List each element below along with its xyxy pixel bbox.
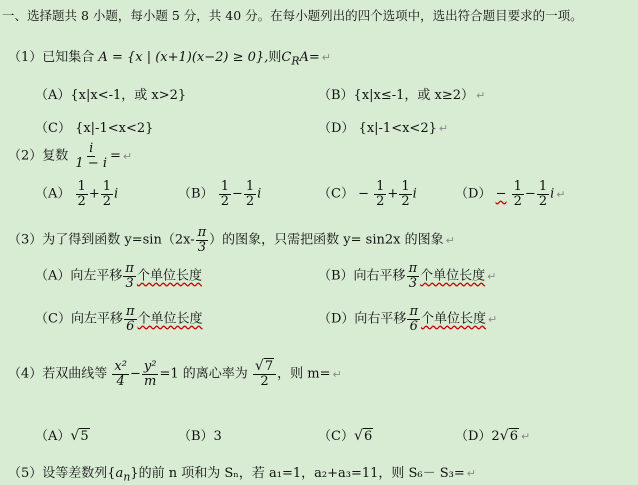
- q1-then: 则: [268, 50, 282, 65]
- question-3-stem: （3）为了得到函数 y=sin（2x- $\frac{\pi}{3}$ ）的图象，只需把函数 y= sin2x 的图象 ↵: [8, 225, 455, 255]
- q4-option-b: （B）3: [178, 429, 222, 444]
- return-icon: ↵: [556, 187, 566, 201]
- q1-option-b: （B）{x|x≤-1，或 x≥2） ↵: [318, 88, 486, 103]
- q1-number: （1）已知集合: [8, 50, 95, 65]
- q1-complement-symbol: C: [281, 50, 292, 65]
- q2-option-c: （C） − $\frac{1}{2}$ + $\frac{1}{2}$ i: [318, 179, 417, 209]
- q1-equals: =: [308, 50, 320, 65]
- return-icon: ↵: [321, 51, 331, 64]
- q2-fraction: $\frac{i}{1 - i}$: [75, 141, 108, 171]
- question-2-stem: [8, 142, 132, 170]
- q4-option-a: （A） √ 5: [35, 428, 89, 444]
- q3-option-a: （A）向左平移 $\frac{\pi}{3}$ 个单位长度: [35, 261, 202, 291]
- q1-option-c: （C） {x|-1<x<2}: [35, 121, 154, 136]
- q2-equals: =: [110, 148, 121, 164]
- q3-option-b: （B）向右平移 $\frac{\pi}{3}$ 个单位长度 ↵: [318, 261, 497, 291]
- return-icon: ↵: [487, 269, 497, 283]
- q2-option-b: （B） $\frac{1}{2}$ − $\frac{1}{2}$ i: [178, 179, 262, 209]
- return-icon: ↵: [438, 122, 449, 135]
- return-icon: ↵: [520, 430, 531, 443]
- question-5-stem: （5）设等差数列$\{a_n\}$的前 n 项和为 Sₙ，若 a₁=1，a₂+a₃=11，则 S₆－ S₃= ↵: [8, 466, 476, 484]
- return-icon: ↵: [488, 312, 498, 326]
- q2-option-a: （A） $\frac{1}{2}$ + $\frac{1}{2}$ i: [35, 179, 119, 209]
- q3-option-c: （C）向左平移 $\frac{\pi}{6}$ 个单位长度: [35, 304, 203, 334]
- question-1-stem: [8, 46, 331, 68]
- q1-set-definition: = {x | (x+1)(x−2) ≥ 0},: [111, 50, 269, 65]
- return-icon: ↵: [122, 149, 133, 163]
- question-4-stem: （4）若双曲线等 $\frac{\text{x²}}{4}$ − $\frac{\text{y²}}{m}$ =1 的离心率为 √ 7 2 ，则 m= ↵: [8, 358, 342, 389]
- q2-option-d: （D） − $\frac{1}{2}$ − $\frac{1}{2}$ i ↵: [455, 179, 566, 209]
- q1-option-d: （D） {x|-1<x<2} ↵: [318, 121, 449, 136]
- q2-number: （2）复数: [8, 148, 69, 164]
- return-icon: ↵: [476, 89, 486, 102]
- q3-option-d: （D）向右平移 $\frac{\pi}{6}$ 个单位长度 ↵: [318, 304, 498, 334]
- q4-option-d: （D）2 √ 6 ↵: [455, 428, 531, 444]
- q1-option-a: （A）{x|x<-1，或 x>2}: [35, 88, 187, 103]
- q1-set-name: A: [98, 50, 108, 65]
- q1-set-ref: A: [299, 50, 309, 65]
- q4-option-c: （C） √ 6: [318, 428, 373, 444]
- return-icon: ↵: [332, 367, 342, 381]
- return-icon: ↵: [466, 467, 476, 480]
- q1-complement-subscript: R: [291, 54, 300, 68]
- section-header: 一、选择题共 8 小题，每小题 5 分，共 40 分。在每小题列出的四个选项中，选出符合题目要求的一项。: [2, 8, 583, 23]
- return-icon: ↵: [445, 233, 455, 247]
